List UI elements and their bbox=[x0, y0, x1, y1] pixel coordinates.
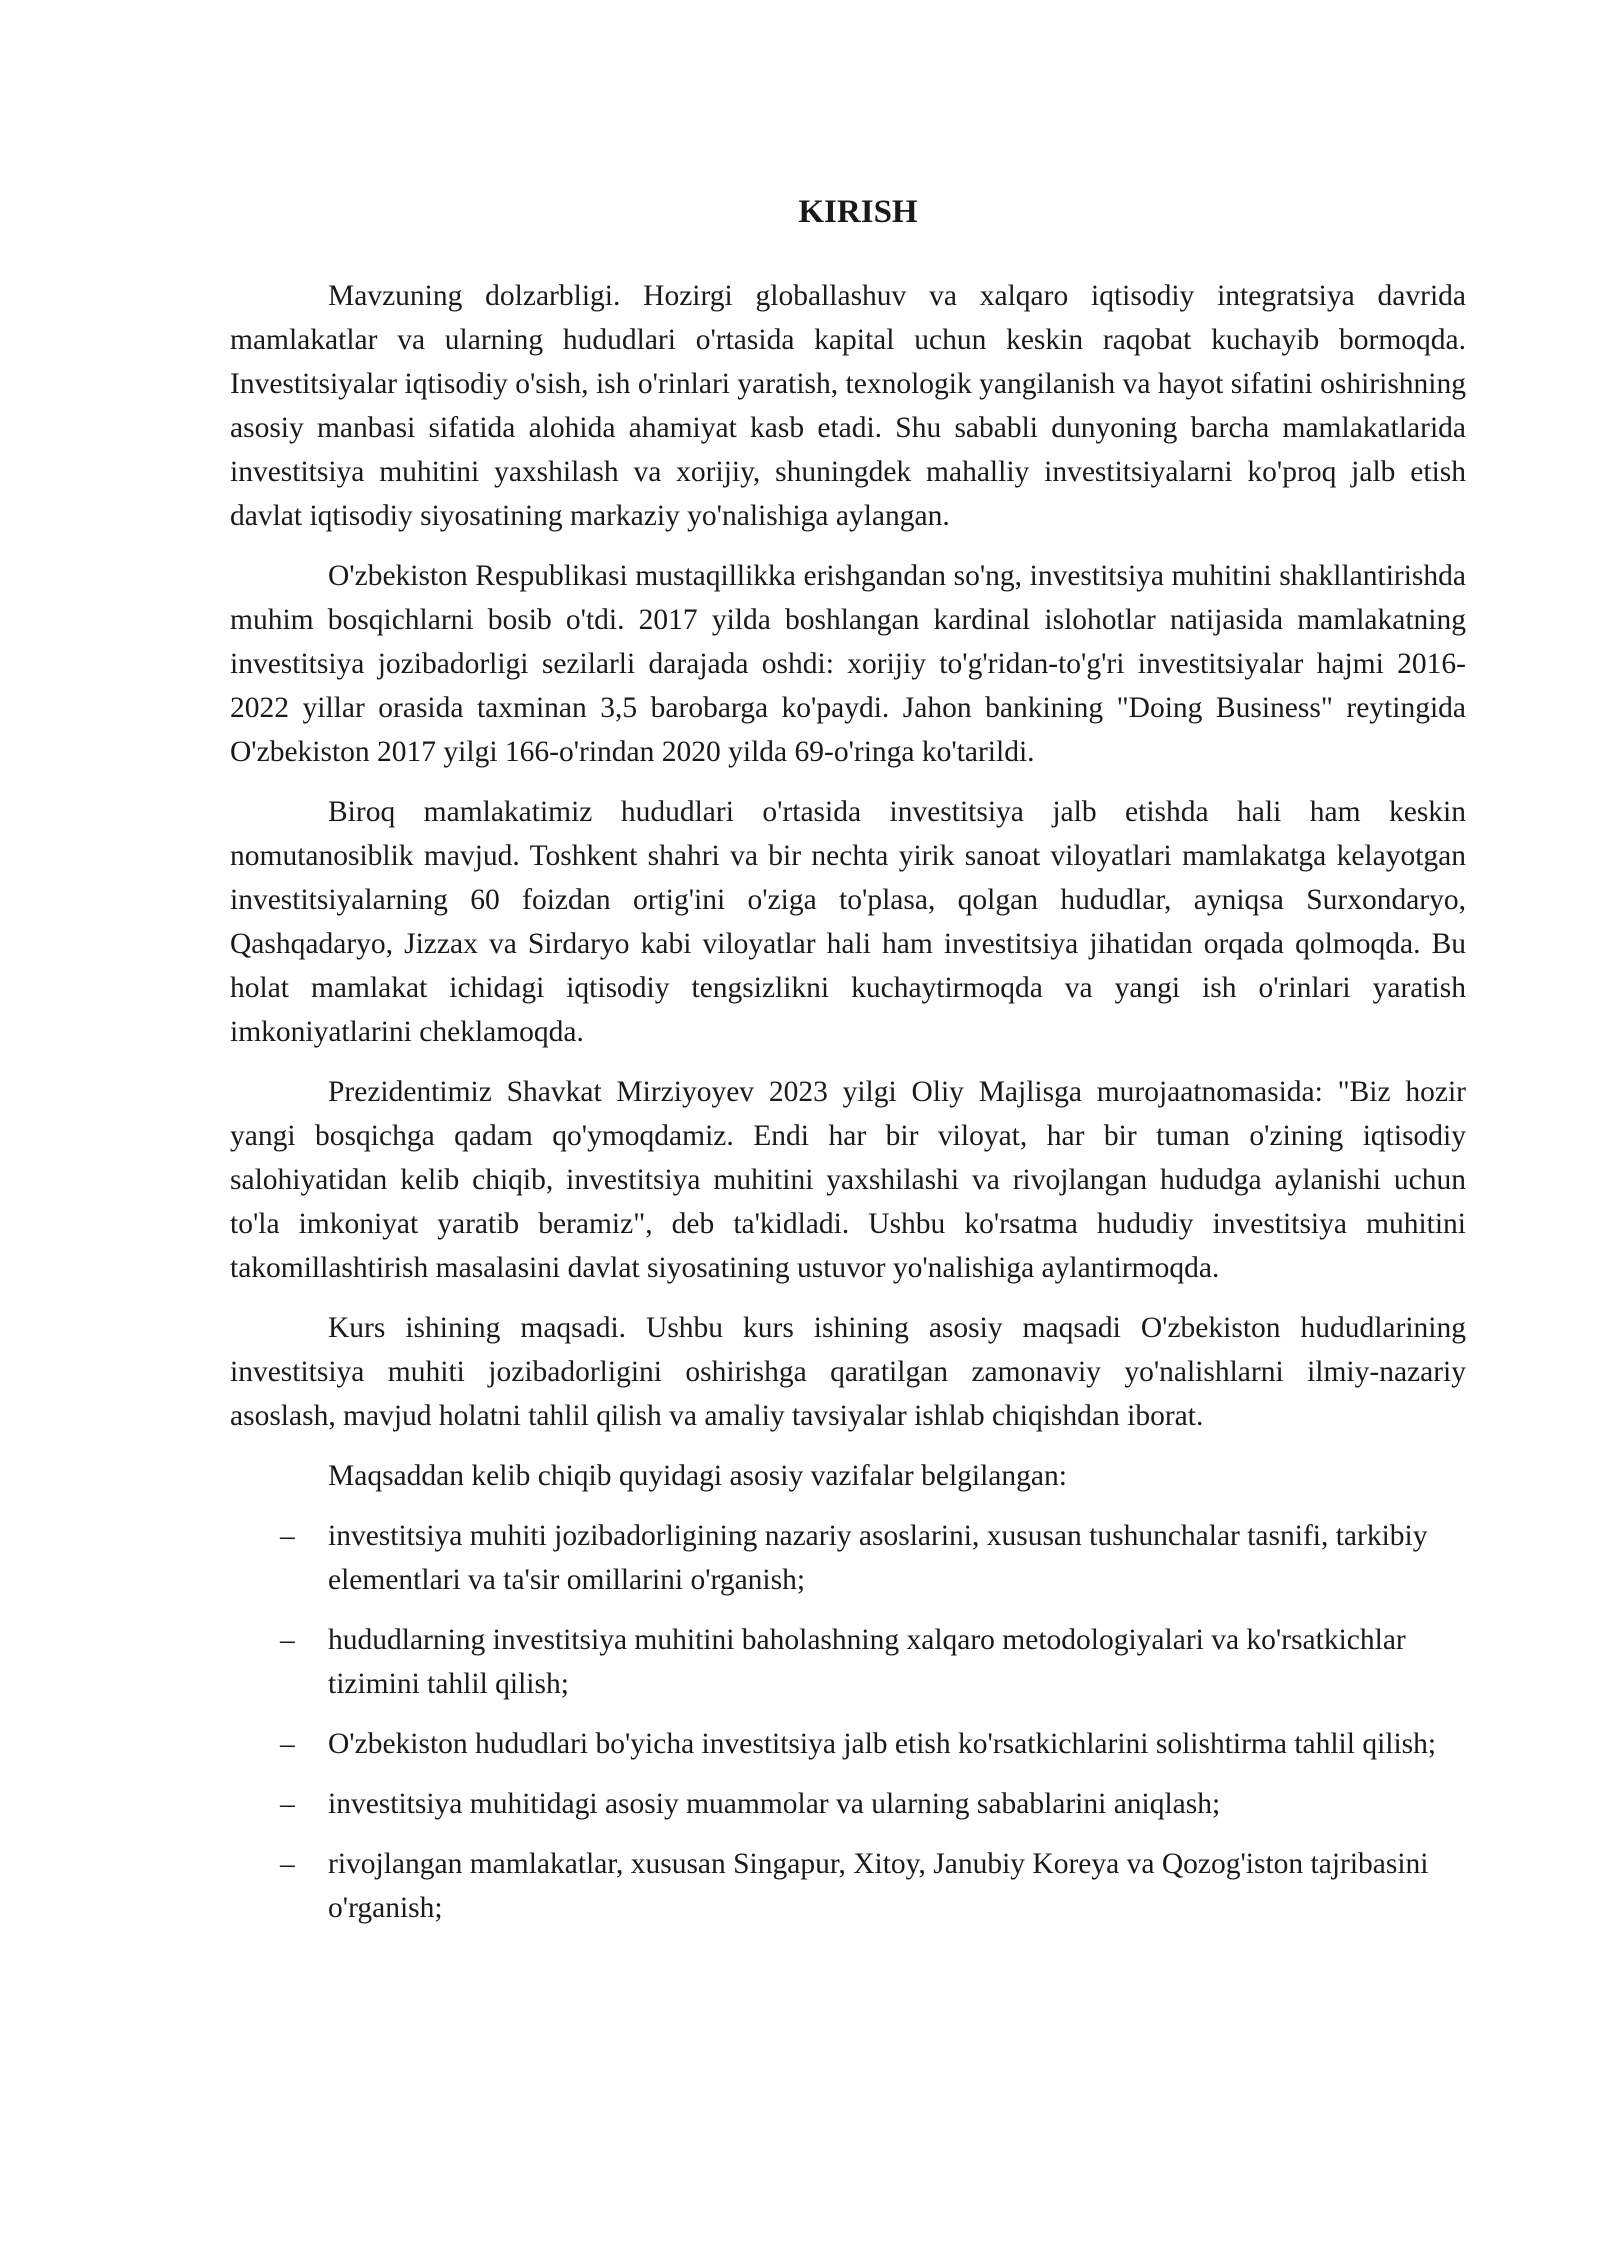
list-dash: – bbox=[280, 1624, 295, 1656]
list-item-text: investitsiya muhitidagi asosiy muammolar va ularning sabablarini aniqlash; bbox=[328, 1788, 1221, 1820]
paragraph-course-goal: Kurs ishining maqsadi. Ushbu kurs ishining asosiy maqsadi O'zbekiston hududlarining investitsiya muhiti jozibadorligini oshirishga qaratilgan zamonaviy yo'nalishlarni ilmiy-nazariy asoslash, mavjud holatni tahlil qilish va amaliy tavsiyalar ishlab chiqishdan iborat. bbox=[230, 1312, 1466, 1432]
list-dash: – bbox=[280, 1520, 295, 1552]
paragraph-uzbekistan-reforms: O'zbekiston Respublikasi mustaqillikka erishgandan so'ng, investitsiya muhitini shakllantirishda muhim bosqichlarni bosib o'tdi. 2017 yilda boshlangan kardinal islohotlar natijasida mamlakatning investitsiya jozibadorligi sezilarli darajada oshdi: xorijiy to'g'ridan-to'g'ri investitsiyalar hajmi 2016-2022 yillar orasida taxminan 3,5 barobarga ko'paydi. Jahon bankining "Doing Business" reytingida O'zbekiston 2017 yilgi 166-o'rindan 2020 yilda 69-o'ringa ko'tarildi. bbox=[230, 560, 1466, 768]
list-item bbox=[230, 1722, 1466, 1766]
list-item-text: hududlarning investitsiya muhitini baholashning xalqaro metodologiyalari va ko'rsatkichlar tizimini tahlil qilish; bbox=[328, 1624, 1406, 1700]
list-item bbox=[230, 1782, 1466, 1826]
list-item-text: O'zbekiston hududlari bo'yicha investitsiya jalb etish ko'rsatkichlarini solishtirma tahlil qilish; bbox=[328, 1728, 1437, 1760]
list-item bbox=[230, 1618, 1466, 1706]
list-dash: – bbox=[280, 1728, 295, 1760]
paragraph-president-quote: Prezidentimiz Shavkat Mirziyoyev 2023 yilgi Oliy Majlisga murojaatnomasida: "Biz hozir yangi bosqichga qadam qo'ymoqdamiz. Endi har bir viloyat, har bir tuman o'zining iqtisodiy salohiyatidan kelib chiqib, investitsiya muhitini yaxshilashi va rivojlangan hududga aylanishi uchun to'la imkoniyat yaratib beramiz", deb ta'kidladi. Ushbu ko'rsatma hududiy investitsiya muhitini takomillashtirish masalasini davlat siyosatining ustuvor yo'nalishiga aylantirmoqda. bbox=[230, 1076, 1466, 1284]
paragraph-relevance: Mavzuning dolzarbligi. Hozirgi globallashuv va xalqaro iqtisodiy integratsiya davrida mamlakatlar va ularning hududlari o'rtasida kapital uchun keskin raqobat kuchayib bormoqda. Investitsiyalar iqtisodiy o'sish, ish o'rinlari yaratish, texnologik yangilanish va hayot sifatini oshirishning asosiy manbasi sifatida alohida ahamiyat kasb etadi. Shu sababli dunyoning barcha mamlakatlarida investitsiya muhitini yaxshilash va xorijiy, shuningdek mahalliy investitsiyalarni ko'proq jalb etish davlat iqtisodiy siyosatining markaziy yo'nalishiga aylangan. bbox=[230, 280, 1466, 532]
document-body bbox=[230, 192, 1466, 1946]
list-item bbox=[230, 1842, 1466, 1930]
list-item bbox=[230, 1514, 1466, 1602]
list-item-text: investitsiya muhiti jozibadorligining nazariy asoslarini, xususan tushunchalar tasnifi, tarkibiy elementlari va ta'sir omillarini o'rganish; bbox=[328, 1520, 1428, 1596]
list-dash: – bbox=[280, 1788, 295, 1820]
tasks-list bbox=[230, 1514, 1466, 1930]
page-title: KIRISH bbox=[798, 194, 918, 230]
list-dash: – bbox=[280, 1848, 295, 1880]
list-item-text: rivojlangan mamlakatlar, xususan Singapur, Xitoy, Janubiy Koreya va Qozog'iston tajribasini o'rganish; bbox=[328, 1848, 1429, 1924]
paragraph-tasks-intro: Maqsaddan kelib chiqib quyidagi asosiy vazifalar belgilangan: bbox=[328, 1460, 1067, 1492]
paragraph-regional-imbalance: Biroq mamlakatimiz hududlari o'rtasida investitsiya jalb etishda hali ham keskin nomutanosiblik mavjud. Toshkent shahri va bir nechta yirik sanoat viloyatlari mamlakatga kelayotgan investitsiyalarning 60 foizdan ortig'ini o'ziga to'plasa, qolgan hududlar, ayniqsa Surxondaryo, Qashqadaryo, Jizzax va Sirdaryo kabi viloyatlar hali ham investitsiya jihatidan orqada qolmoqda. Bu holat mamlakat ichidagi iqtisodiy tengsizlikni kuchaytirmoqda va yangi ish o'rinlari yaratish imkoniyatlarini cheklamoqda. bbox=[230, 796, 1466, 1048]
